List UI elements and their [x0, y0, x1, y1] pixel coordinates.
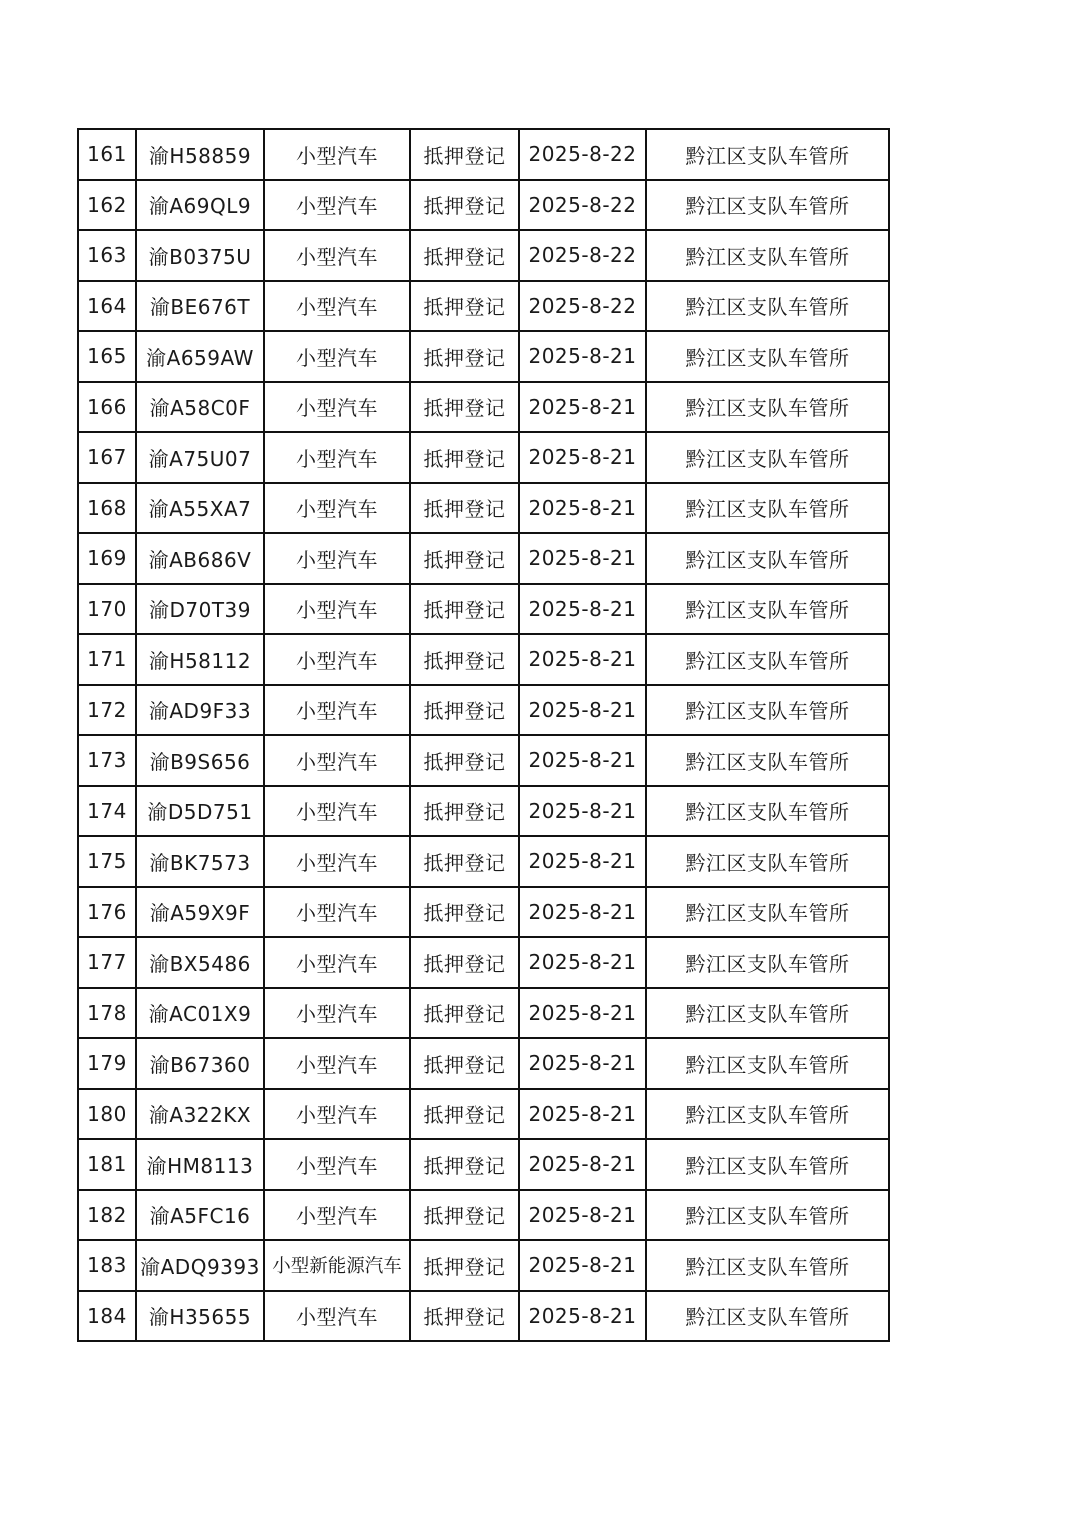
row-number-cell: 162 [78, 180, 136, 231]
row-number-cell: 179 [78, 1038, 136, 1089]
office-cell: 黔江区支队车管所 [646, 533, 889, 584]
office-cell: 黔江区支队车管所 [646, 180, 889, 231]
vehicle-type-cell: 小型汽车 [264, 331, 410, 382]
table-row [78, 129, 889, 180]
table-row [78, 230, 889, 281]
business-type-cell: 抵押登记 [410, 634, 519, 685]
business-type-cell: 抵押登记 [410, 836, 519, 887]
plate-number-cell: 渝H58859 [136, 129, 264, 180]
date-cell: 2025-8-22 [519, 180, 646, 231]
business-type-cell: 抵押登记 [410, 1240, 519, 1291]
row-number-cell: 176 [78, 887, 136, 938]
row-number-cell: 181 [78, 1139, 136, 1190]
row-number-cell: 167 [78, 432, 136, 483]
office-cell: 黔江区支队车管所 [646, 1139, 889, 1190]
table-row [78, 432, 889, 483]
vehicle-type-cell: 小型汽车 [264, 1139, 410, 1190]
date-cell: 2025-8-22 [519, 129, 646, 180]
plate-number-cell: 渝BK7573 [136, 836, 264, 887]
office-cell: 黔江区支队车管所 [646, 432, 889, 483]
business-type-cell: 抵押登记 [410, 988, 519, 1039]
table-row [78, 836, 889, 887]
plate-number-cell: 渝B9S656 [136, 735, 264, 786]
business-type-cell: 抵押登记 [410, 382, 519, 433]
office-cell: 黔江区支队车管所 [646, 786, 889, 837]
date-cell: 2025-8-21 [519, 432, 646, 483]
business-type-cell: 抵押登记 [410, 483, 519, 534]
date-cell: 2025-8-21 [519, 1038, 646, 1089]
row-number-cell: 164 [78, 281, 136, 332]
table-row [78, 584, 889, 635]
plate-number-cell: 渝A322KX [136, 1089, 264, 1140]
table-row [78, 483, 889, 534]
table-row [78, 634, 889, 685]
vehicle-type-cell: 小型汽车 [264, 281, 410, 332]
business-type-cell: 抵押登记 [410, 584, 519, 635]
table-row [78, 533, 889, 584]
office-cell: 黔江区支队车管所 [646, 887, 889, 938]
business-type-cell: 抵押登记 [410, 180, 519, 231]
plate-number-cell: 渝AC01X9 [136, 988, 264, 1039]
table-row [78, 786, 889, 837]
table-row [78, 887, 889, 938]
registration-table [77, 128, 890, 1342]
office-cell: 黔江区支队车管所 [646, 382, 889, 433]
table-row [78, 735, 889, 786]
table-row [78, 988, 889, 1039]
office-cell: 黔江区支队车管所 [646, 1291, 889, 1342]
plate-number-cell: 渝A59X9F [136, 887, 264, 938]
vehicle-type-cell: 小型汽车 [264, 382, 410, 433]
office-cell: 黔江区支队车管所 [646, 937, 889, 988]
date-cell: 2025-8-21 [519, 988, 646, 1039]
row-number-cell: 168 [78, 483, 136, 534]
row-number-cell: 175 [78, 836, 136, 887]
business-type-cell: 抵押登记 [410, 735, 519, 786]
business-type-cell: 抵押登记 [410, 937, 519, 988]
plate-number-cell: 渝D70T39 [136, 584, 264, 635]
row-number-cell: 171 [78, 634, 136, 685]
date-cell: 2025-8-21 [519, 937, 646, 988]
business-type-cell: 抵押登记 [410, 331, 519, 382]
vehicle-type-cell: 小型汽车 [264, 634, 410, 685]
plate-number-cell: 渝H35655 [136, 1291, 264, 1342]
table-row [78, 1089, 889, 1140]
office-cell: 黔江区支队车管所 [646, 483, 889, 534]
office-cell: 黔江区支队车管所 [646, 584, 889, 635]
plate-number-cell: 渝A69QL9 [136, 180, 264, 231]
row-number-cell: 182 [78, 1190, 136, 1241]
plate-number-cell: 渝ADQ9393 [136, 1240, 264, 1291]
office-cell: 黔江区支队车管所 [646, 988, 889, 1039]
plate-number-cell: 渝A58C0F [136, 382, 264, 433]
office-cell: 黔江区支队车管所 [646, 129, 889, 180]
date-cell: 2025-8-21 [519, 634, 646, 685]
table-row [78, 1190, 889, 1241]
date-cell: 2025-8-21 [519, 887, 646, 938]
plate-number-cell: 渝A659AW [136, 331, 264, 382]
vehicle-type-cell: 小型汽车 [264, 1089, 410, 1140]
row-number-cell: 184 [78, 1291, 136, 1342]
office-cell: 黔江区支队车管所 [646, 1190, 889, 1241]
row-number-cell: 163 [78, 230, 136, 281]
vehicle-type-cell: 小型汽车 [264, 988, 410, 1039]
row-number-cell: 166 [78, 382, 136, 433]
plate-number-cell: 渝BX5486 [136, 937, 264, 988]
business-type-cell: 抵押登记 [410, 230, 519, 281]
row-number-cell: 169 [78, 533, 136, 584]
date-cell: 2025-8-21 [519, 735, 646, 786]
office-cell: 黔江区支队车管所 [646, 735, 889, 786]
vehicle-type-cell: 小型汽车 [264, 180, 410, 231]
business-type-cell: 抵押登记 [410, 685, 519, 736]
date-cell: 2025-8-21 [519, 786, 646, 837]
plate-number-cell: 渝H58112 [136, 634, 264, 685]
row-number-cell: 170 [78, 584, 136, 635]
plate-number-cell: 渝B0375U [136, 230, 264, 281]
business-type-cell: 抵押登记 [410, 281, 519, 332]
plate-number-cell: 渝A5FC16 [136, 1190, 264, 1241]
plate-number-cell: 渝B67360 [136, 1038, 264, 1089]
row-number-cell: 183 [78, 1240, 136, 1291]
vehicle-type-cell: 小型汽车 [264, 1038, 410, 1089]
date-cell: 2025-8-21 [519, 1291, 646, 1342]
office-cell: 黔江区支队车管所 [646, 634, 889, 685]
vehicle-type-cell: 小型汽车 [264, 836, 410, 887]
vehicle-type-cell: 小型新能源汽车 [264, 1240, 410, 1291]
office-cell: 黔江区支队车管所 [646, 836, 889, 887]
table-row [78, 382, 889, 433]
plate-number-cell: 渝AB686V [136, 533, 264, 584]
table-row [78, 1240, 889, 1291]
business-type-cell: 抵押登记 [410, 533, 519, 584]
plate-number-cell: 渝A75U07 [136, 432, 264, 483]
plate-number-cell: 渝BE676T [136, 281, 264, 332]
date-cell: 2025-8-21 [519, 1240, 646, 1291]
date-cell: 2025-8-21 [519, 382, 646, 433]
table-row [78, 180, 889, 231]
office-cell: 黔江区支队车管所 [646, 281, 889, 332]
business-type-cell: 抵押登记 [410, 1291, 519, 1342]
row-number-cell: 180 [78, 1089, 136, 1140]
row-number-cell: 177 [78, 937, 136, 988]
office-cell: 黔江区支队车管所 [646, 685, 889, 736]
business-type-cell: 抵押登记 [410, 129, 519, 180]
date-cell: 2025-8-21 [519, 584, 646, 635]
table-row [78, 1291, 889, 1342]
business-type-cell: 抵押登记 [410, 1089, 519, 1140]
row-number-cell: 174 [78, 786, 136, 837]
vehicle-type-cell: 小型汽车 [264, 786, 410, 837]
table-row [78, 1038, 889, 1089]
plate-number-cell: 渝AD9F33 [136, 685, 264, 736]
business-type-cell: 抵押登记 [410, 1190, 519, 1241]
date-cell: 2025-8-22 [519, 281, 646, 332]
business-type-cell: 抵押登记 [410, 1139, 519, 1190]
row-number-cell: 165 [78, 331, 136, 382]
row-number-cell: 173 [78, 735, 136, 786]
vehicle-type-cell: 小型汽车 [264, 432, 410, 483]
table-body [78, 129, 889, 1341]
table-row [78, 1139, 889, 1190]
office-cell: 黔江区支队车管所 [646, 1038, 889, 1089]
table-row [78, 685, 889, 736]
vehicle-type-cell: 小型汽车 [264, 483, 410, 534]
date-cell: 2025-8-21 [519, 1139, 646, 1190]
plate-number-cell: 渝A55XA7 [136, 483, 264, 534]
office-cell: 黔江区支队车管所 [646, 1089, 889, 1140]
date-cell: 2025-8-21 [519, 1190, 646, 1241]
vehicle-type-cell: 小型汽车 [264, 584, 410, 635]
office-cell: 黔江区支队车管所 [646, 331, 889, 382]
table-row [78, 331, 889, 382]
vehicle-type-cell: 小型汽车 [264, 533, 410, 584]
date-cell: 2025-8-21 [519, 533, 646, 584]
office-cell: 黔江区支队车管所 [646, 1240, 889, 1291]
vehicle-type-cell: 小型汽车 [264, 887, 410, 938]
date-cell: 2025-8-21 [519, 685, 646, 736]
table-row [78, 281, 889, 332]
business-type-cell: 抵押登记 [410, 786, 519, 837]
vehicle-type-cell: 小型汽车 [264, 1291, 410, 1342]
vehicle-type-cell: 小型汽车 [264, 685, 410, 736]
vehicle-type-cell: 小型汽车 [264, 1190, 410, 1241]
plate-number-cell: 渝D5D751 [136, 786, 264, 837]
row-number-cell: 172 [78, 685, 136, 736]
business-type-cell: 抵押登记 [410, 432, 519, 483]
business-type-cell: 抵押登记 [410, 887, 519, 938]
date-cell: 2025-8-21 [519, 483, 646, 534]
vehicle-type-cell: 小型汽车 [264, 230, 410, 281]
date-cell: 2025-8-21 [519, 836, 646, 887]
vehicle-type-cell: 小型汽车 [264, 735, 410, 786]
business-type-cell: 抵押登记 [410, 1038, 519, 1089]
row-number-cell: 178 [78, 988, 136, 1039]
date-cell: 2025-8-21 [519, 331, 646, 382]
office-cell: 黔江区支队车管所 [646, 230, 889, 281]
plate-number-cell: 渝HM8113 [136, 1139, 264, 1190]
date-cell: 2025-8-22 [519, 230, 646, 281]
vehicle-type-cell: 小型汽车 [264, 129, 410, 180]
row-number-cell: 161 [78, 129, 136, 180]
table-row [78, 937, 889, 988]
vehicle-type-cell: 小型汽车 [264, 937, 410, 988]
date-cell: 2025-8-21 [519, 1089, 646, 1140]
